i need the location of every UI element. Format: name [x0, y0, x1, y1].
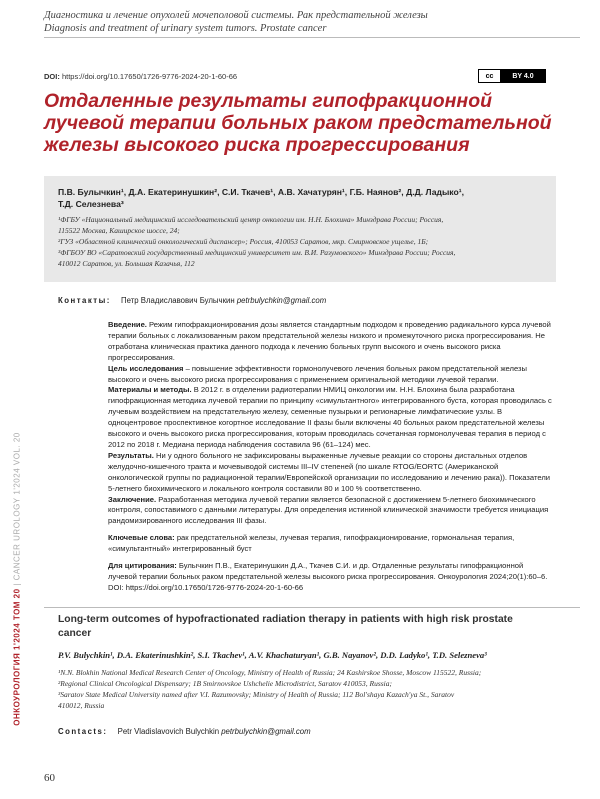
page-number: 60	[44, 772, 55, 784]
side-strip-text: ОНКОУРОЛОГИЯ 1'2024 ТОМ 20 | CANCER UROLOGY 1'2024 VOL. 20	[12, 432, 22, 726]
contact-email[interactable]: petrbulychkin@gmail.com	[221, 727, 311, 736]
affiliation-line: ¹ФГБУ «Национальный медицинский исследовательский центр онкологии им. Н.Н. Блохина» Минздрава России; Россия,	[58, 215, 444, 224]
affiliation-line: 410012, Russia	[58, 701, 105, 710]
authors-ru-line: П.В. Булычкин¹, Д.А. Екатеринушкин², С.И. Ткачев¹, А.В. Хачатурян¹, Г.Б. Наянов², Д.Д. Ладыко¹,	[58, 187, 464, 197]
citation-label: Для цитирования:	[108, 561, 177, 571]
citation-text: Булычкин П.В., Екатеринушкин Д.А., Ткачев С.И. и др. Отдаленные результаты гипофракционной лучевой терапии больных раком предстательной железы высокого риска прогрессирования. Онкоурология 2024;20(1):60–6. DOI: https://doi.org/10.17650/1726-9776-2024-20-1-60-66	[108, 561, 548, 592]
affiliation-line: ³ФГБОУ ВО «Саратовский государственный медицинский университет им. В.И. Разумовского» Минздрава России; Россия,	[58, 248, 456, 257]
conclusion-text: Разработанная методика лучевой терапии является безопасной с достижением 5-летнего биохимического контроля, сопоставимого с данными литературы. Для определения истинной клинической значимости требуется инициация рандомизированного исследования III фазы.	[108, 494, 549, 526]
affiliation-line: ²ГУЗ «Областной клинический онкологический диспансер»; Россия, 410053 Саратов, мкр. Смирновское ущелье, 1Б;	[58, 237, 429, 246]
keywords-label: Ключевые слова:	[108, 533, 175, 543]
doi-line	[44, 72, 237, 81]
header-divider	[44, 37, 580, 38]
authors-en: P.V. Bulychkin¹, D.A. Ekaterinushkin², S.I. Tkachev¹, A.V. Khachaturyan¹, G.B. Nayanov², D.D. Ladyko¹, T.D. Selezneva³	[58, 650, 487, 660]
cc-license-badge[interactable]	[478, 69, 546, 83]
abstract-keywords	[108, 533, 554, 555]
affiliation-line: ³Saratov State Medical University named after V.I. Razumovsky; Ministry of Health of Russia; 112 Bol'shaya Kazach'ya St., Saratov	[58, 690, 455, 699]
side-journal-strip	[8, 420, 26, 738]
aim-text: – повышение эффективности гормонолучевого лечения больных раком предстательной железы высокого и очень высокого риска прогрессирования с применением оригинальной методики лучевой терапии.	[108, 363, 527, 384]
cc-icon: cc	[479, 70, 501, 82]
abstract-ru	[108, 320, 554, 594]
abstract-citation	[108, 561, 554, 594]
abstract-conclusion	[108, 495, 554, 528]
affiliation-line: ¹N.N. Blokhin National Medical Research Center of Oncology, Ministry of Health of Russia; 24 Kashirskoe Shosse, Moscow 115522, Russia;	[58, 668, 482, 677]
methods-label: Материалы и методы.	[108, 385, 192, 395]
side-journal-en: CANCER UROLOGY	[12, 497, 22, 581]
contacts-label: Контакты:	[58, 296, 111, 305]
doi-label: DOI:	[44, 72, 60, 81]
abstract-aim	[108, 364, 554, 386]
contacts-label: Contacts:	[58, 727, 108, 736]
conclusion-label: Заключение.	[108, 494, 157, 504]
authors-ru	[58, 186, 548, 210]
contact-name: Petr Vladislavovich Bulychkin	[117, 727, 220, 736]
aim-label: Цель исследования	[108, 363, 184, 373]
side-journal-ru: ОНКОУРОЛОГИЯ	[12, 652, 22, 726]
affiliation-line: 410012 Саратов, ул. Большая Казачья, 112	[58, 259, 195, 268]
abstract-intro	[108, 320, 554, 364]
side-issue-ru: 1'2024	[12, 622, 22, 651]
cc-by-label: BY 4.0	[501, 70, 545, 82]
contact-name: Петр Владиславович Булычкин	[121, 296, 235, 305]
article-title-en: Long-term outcomes of hypofractionated radiation therapy in patients with high risk prostate cancer	[58, 614, 513, 639]
abstract-methods	[108, 385, 554, 450]
article-title-ru: Отдаленные результаты гипофракционной лучевой терапии больных раком предстательной железы высокого риска прогрессирования	[44, 90, 552, 156]
keywords-text: рак предстательной железы, лучевая терапия, гипофракционирование, гормональная терапия, «симультантный» интегрированный буст	[108, 533, 515, 554]
side-issue-en: 1'2024	[12, 467, 22, 495]
intro-text: Режим гипофракционирования дозы является стандартным подходом к проведению радикального курса лучевой терапии больных с локализованным раком предстательной железы низкого и промежуточного риска прогрессирования. Не отработана клиническая практика данного подхода к лечению больных групп высокого и очень высокого риска прогрессирования.	[108, 320, 551, 362]
contacts-en	[58, 727, 311, 736]
contacts-ru	[58, 296, 326, 305]
side-volume-en: VOL. 20	[12, 432, 22, 466]
affiliation-line: ²Regional Clinical Oncological Dispensary; 1B Smirnovskoe Ushchelie Microdistrict, Saratov 410053, Russia;	[58, 679, 393, 688]
results-label: Результаты.	[108, 450, 154, 460]
section-divider	[44, 607, 580, 608]
contact-email[interactable]: petrbulychkin@gmail.com	[236, 296, 327, 305]
doi-link[interactable]: https://doi.org/10.17650/1726-9776-2024-20-1-60-66	[61, 72, 238, 81]
journal-header-en: Diagnosis and treatment of urinary system tumors. Prostate cancer	[44, 23, 327, 34]
authors-ru-line: Т.Д. Селезнева³	[58, 199, 124, 209]
abstract-results	[108, 451, 554, 495]
affiliation-line: 115522 Москва, Каширское шоссе, 24;	[58, 226, 180, 235]
journal-header-ru: Диагностика и лечение опухолей мочеполовой системы. Рак предстательной железы	[44, 10, 428, 21]
results-text: Ни у одного больного не зафиксированы выраженные лучевые реакции со стороны дистальных отделов желудочно-кишечного тракта и мочевыводой системы III–IV степеней (по шкале RTOG/EORTC (Американской онкологической группы по радиационной терапии/Европейской организации по исследованию и лечению рака)). Показатели 5-летнего биохимического и локального контроля составили 80 и 100 % соответственно.	[108, 450, 551, 493]
affiliations-ru	[58, 214, 548, 269]
affiliations-en	[58, 667, 558, 711]
methods-text: В 2012 г. в отделении радиотерапии НМИЦ онкологии им. Н.Н. Блохина была разработана гипофракционная методика лучевой терапии по принципу «симультантного» интегрированного буста, которая проводилась с лучевым воздействием на предстательную железу, семенные пузырьки и регионарные лимфатические узлы. В одноцентровое проспективное когортное исследование II фазы были включены 40 больных раком предстательной железы высокого и очень высокого риска прогрессирования, которым проводилась сочетанная гормонолучевая терапия в период с 2012 по 2018 г. Медиана периода наблюдения составила 96 (61–124) мес.	[108, 385, 552, 449]
side-volume-ru: ТОМ 20	[12, 588, 22, 621]
intro-label: Введение.	[108, 320, 147, 329]
